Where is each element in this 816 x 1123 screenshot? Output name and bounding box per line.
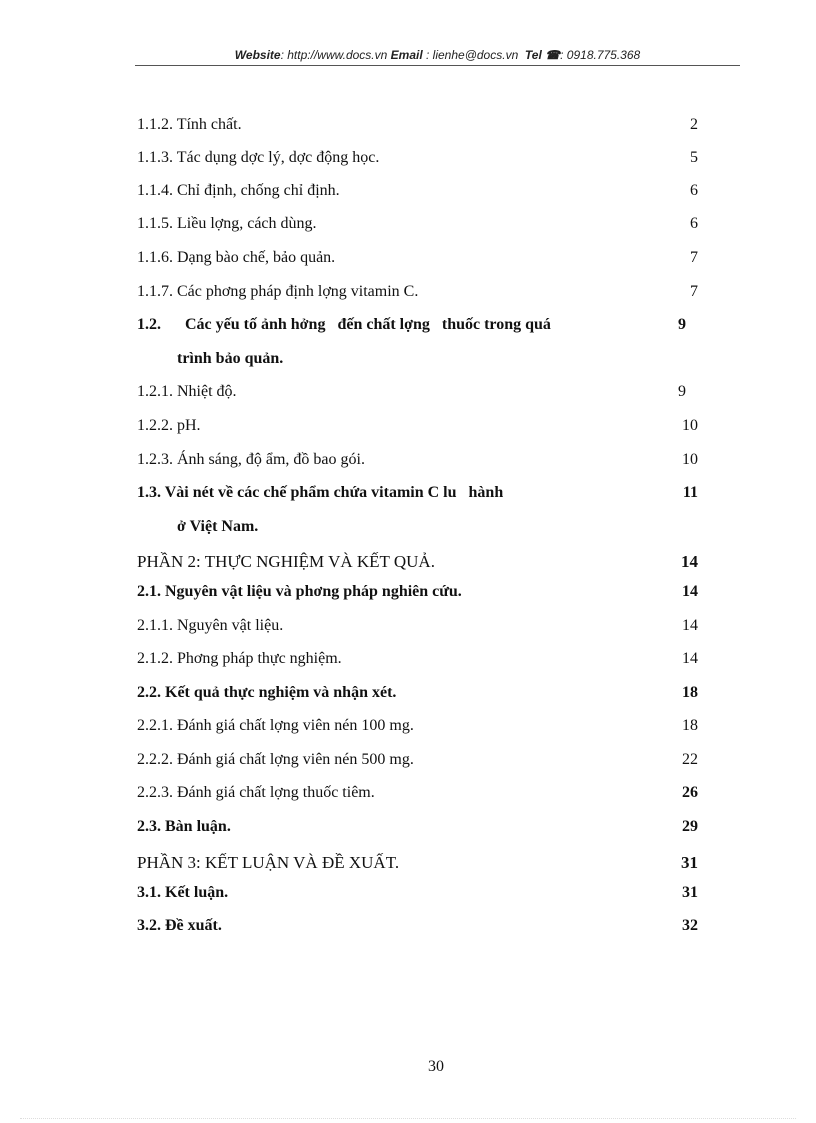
toc-entry-1-3: [137, 481, 700, 505]
toc-entry-page: 2: [690, 116, 698, 133]
toc-entry-1-2: [137, 313, 700, 337]
toc-entry-page: 7: [690, 249, 698, 266]
toc-entry-2-2: [137, 681, 700, 705]
toc-entry-label: 3.2. Đề xuất.: [137, 917, 222, 934]
toc-entry-2-2-1: [137, 714, 700, 738]
toc-entry-page: 29: [682, 818, 698, 835]
toc-entry-label: PHẦN 2: THỰC NGHIỆM VÀ KẾT QUẢ.: [137, 552, 435, 571]
toc-entry-page: 26: [682, 784, 698, 801]
toc-entry-label: 1.1.6. Dạng bào chế, bảo quản.: [137, 249, 336, 266]
toc-entry-page: 7: [690, 283, 698, 300]
toc-entry-1-2-1: [137, 380, 700, 404]
toc-entry-3-2: [137, 914, 700, 938]
toc-entry-label: 1.1.7. Các phơng pháp định lợng vitamin C.: [137, 283, 419, 300]
toc-entry-page: 14: [682, 650, 698, 667]
website-url[interactable]: : http://www.docs.vn: [280, 48, 388, 62]
toc-entry-2-1: [137, 580, 700, 604]
toc-entry-page: 31: [682, 884, 698, 901]
toc-entry-label: trình bảo quản.: [137, 350, 284, 367]
toc-entry-page: 14: [681, 552, 698, 571]
toc-entry-page: 6: [690, 215, 698, 232]
toc-entry-1-2-continued: [137, 347, 700, 371]
toc-entry-1-1-5: [137, 212, 700, 236]
toc-entry-1-1-6: [137, 246, 700, 270]
toc-entry-label: 1.1.5. Liều lợng, cách dùng.: [137, 215, 317, 232]
toc-entry-2-1-2: [137, 647, 700, 671]
toc-entry-label: 2.2.3. Đánh giá chất lợng thuốc tiêm.: [137, 784, 375, 801]
toc-entry-label: 3.1. Kết luận.: [137, 884, 229, 901]
toc-entry-label: 2.1.2. Phơng pháp thực nghiệm.: [137, 650, 342, 667]
toc-entry-page: 9: [678, 383, 686, 400]
toc-entry-label: ở Việt Nam.: [137, 518, 259, 535]
toc-entry-label: 1.1.3. Tác dụng dợc lý, dợc động học.: [137, 149, 380, 166]
toc-entry-2-3: [137, 815, 700, 839]
toc-entry-page: 18: [682, 684, 698, 701]
page-number: 30: [428, 1058, 444, 1075]
toc-entry-1-3-continued: [137, 515, 700, 539]
toc-entry-1-2-3: [137, 448, 700, 472]
toc-entry-label: PHẦN 3: KẾT LUẬN VÀ ĐỀ XUẤT.: [137, 853, 400, 872]
toc-entry-page: 31: [681, 853, 698, 872]
toc-entry-page: 11: [682, 484, 698, 501]
toc-entry-1-2-2: [137, 414, 700, 438]
toc-entry-page: 18: [682, 717, 698, 734]
page-bottom-divider: [20, 1118, 796, 1119]
toc-entry-label: 1.1.4. Chỉ định, chống chỉ định.: [137, 182, 340, 199]
toc-entry-page: 22: [682, 751, 698, 768]
toc-entry-label: 2.2.1. Đánh giá chất lợng viên nén 100 mg.: [137, 717, 414, 734]
email-address[interactable]: : lienhe@docs.vn: [422, 48, 519, 62]
toc-entry-part-3: [137, 851, 700, 875]
toc-entry-page: 6: [690, 182, 698, 199]
toc-entry-page: 10: [682, 451, 698, 468]
toc-entry-page: 32: [682, 917, 698, 934]
tel-number: : 0918.775.368: [560, 48, 641, 62]
toc-entry-label: 1.2. Các yếu tố ảnh hởng đến chất lợng thuốc trong quá: [137, 316, 551, 333]
toc-entry-page: 10: [682, 417, 698, 434]
toc-entry-2-2-3: [137, 781, 700, 805]
toc-entry-3-1: [137, 881, 700, 905]
toc-entry-label: 1.3. Vài nét về các chế phẩm chứa vitamin C lu hành: [137, 484, 504, 501]
toc-entry-1-1-4: [137, 179, 700, 203]
toc-entry-1-1-2: [137, 113, 700, 137]
toc-entry-label: 2.1.1. Nguyên vật liệu.: [137, 617, 284, 634]
toc-entry-page: 5: [690, 149, 698, 166]
toc-entry-page: 14: [682, 583, 698, 600]
toc-entry-label: 1.2.1. Nhiệt độ.: [137, 383, 237, 400]
toc-entry-label: 2.2.2. Đánh giá chất lợng viên nén 500 mg.: [137, 751, 414, 768]
toc-entry-part-2: [137, 550, 700, 574]
toc-entry-label: 1.2.3. Ánh sáng, độ ẩm, đồ bao gói.: [137, 451, 365, 468]
toc-entry-2-2-2: [137, 748, 700, 772]
email-label: Email: [390, 48, 423, 62]
phone-icon: ☎: [545, 48, 561, 62]
toc-entry-page: 14: [682, 617, 698, 634]
toc-entry-label: 2.1. Nguyên vật liệu và phơng pháp nghiên cứu.: [137, 583, 462, 600]
toc-entry-label: 2.3. Bàn luận.: [137, 818, 231, 835]
toc-entry-1-1-7: [137, 280, 700, 304]
toc-entry-1-1-3: [137, 146, 700, 170]
toc-entry-2-1-1: [137, 614, 700, 638]
toc-entry-label: 2.2. Kết quả thực nghiệm và nhận xét.: [137, 684, 397, 701]
toc-entry-page: 9: [678, 316, 686, 333]
toc-entry-label: 1.1.2. Tính chất.: [137, 116, 242, 133]
website-label: Website: [234, 48, 281, 62]
toc-entry-label: 1.2.2. pH.: [137, 417, 201, 434]
tel-label: Tel: [524, 48, 542, 62]
